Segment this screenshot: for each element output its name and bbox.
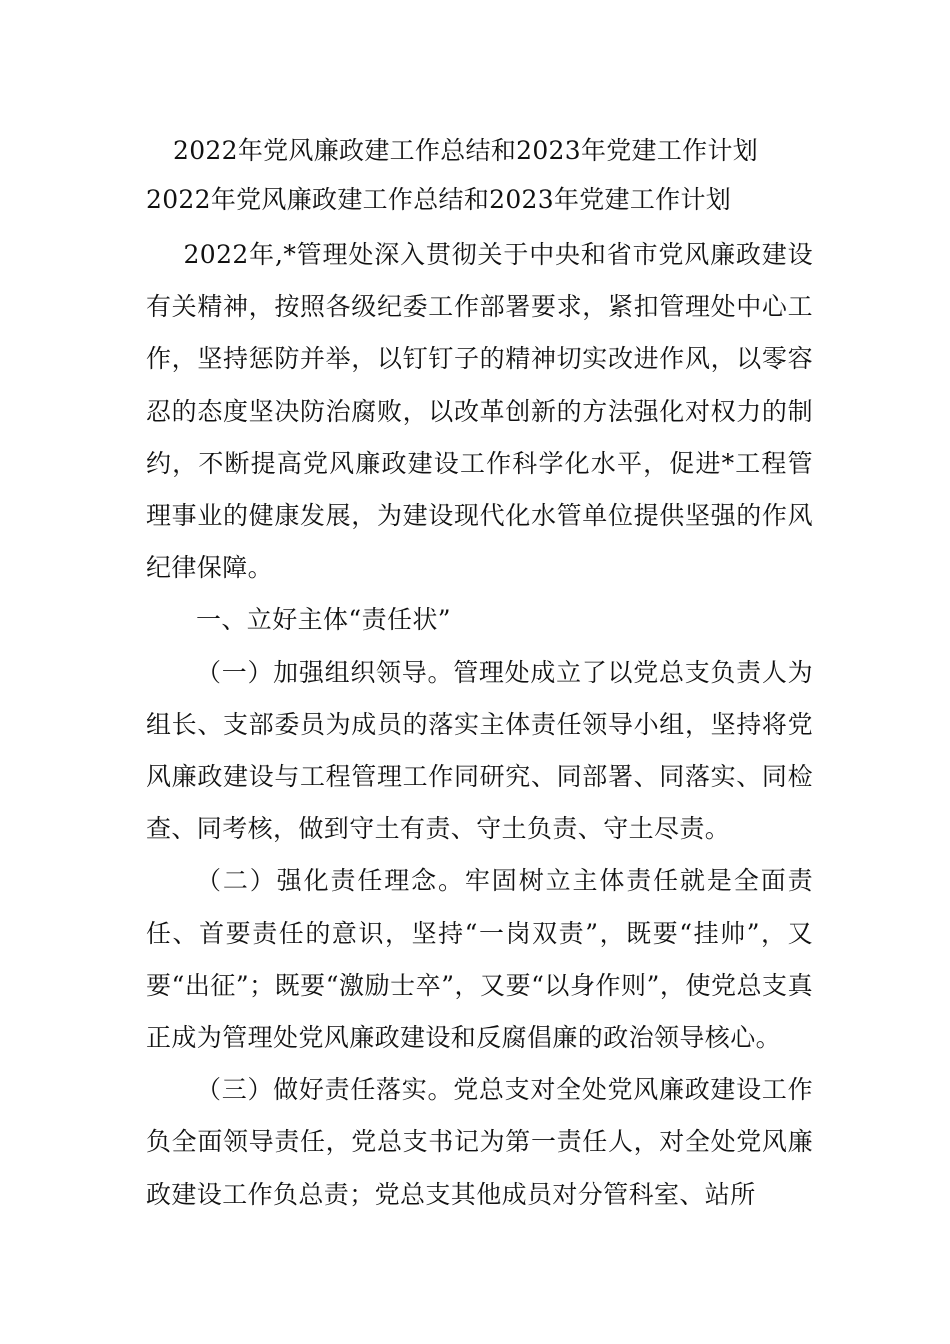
document-subtitle: 2022年党风廉政建工作总结和2023年党建工作计划 — [146, 185, 732, 214]
paragraph-item-2: （二）强化责任理念。牢固树立主体责任就是全面责任、首要责任的意识，坚持“一岗双责”，既要“挂帅”，又要“出征”；既要“激励士卒”，又要“以身作则”，使党总支真正成为管理处党风廉政建设和反腐倡廉的政治领导核心。 — [146, 866, 813, 1053]
paragraph-intro: 2022年,*管理处深入贯彻关于中央和省市党风廉政建设有关精神，按照各级纪委工作部署要求，紧扣管理处中心工作，坚持惩防并举，以钉钉子的精神切实改进作风，以零容忍的态度坚决防治腐败，以改革创新的方法强化对权力的制约，不断提高党风廉政建设工作科学化水平，促进*工程管理事业的健康发展，为建设现代化水管单位提供坚强的作风纪律保障。 — [146, 240, 813, 583]
paragraph-item-1: （一）加强组织领导。管理处成立了以党总支负责人为组长、支部委员为成员的落实主体责任领导小组，坚持将党风廉政建设与工程管理工作同研究、同部署、同落实、同检查、同考核，做到守土有责、守土负责、守土尽责。 — [146, 657, 813, 844]
document-title: 2022年党风廉政建工作总结和2023年党建工作计划 — [173, 136, 759, 165]
document-body — [146, 229, 813, 1221]
section-heading: 一、立好主体“责任状” — [196, 605, 451, 635]
paragraph-item-3: （三）做好责任落实。党总支对全处党风廉政建设工作负全面领导责任，党总支书记为第一责任人，对全处党风廉政建设工作负总责；党总支其他成员对分管科室、站所 — [146, 1075, 813, 1209]
